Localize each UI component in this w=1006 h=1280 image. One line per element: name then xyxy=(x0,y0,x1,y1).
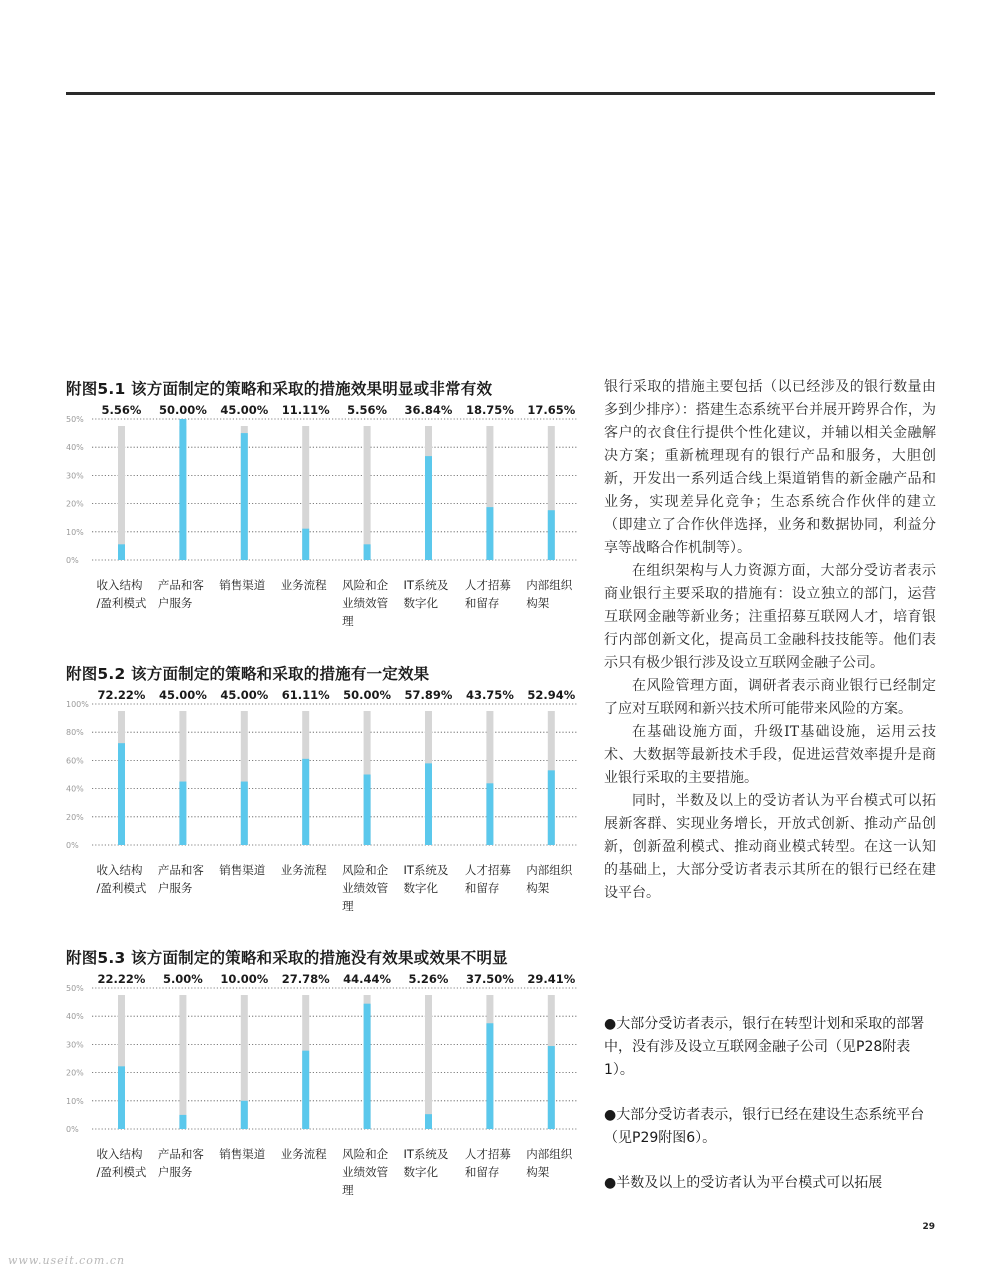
bar xyxy=(548,770,555,845)
y-tick-label: 0% xyxy=(66,1125,79,1134)
bar xyxy=(425,456,432,560)
category-label: 户服务 xyxy=(157,1165,193,1179)
category-label: 理 xyxy=(342,614,354,628)
data-label: 5.56% xyxy=(347,403,388,417)
chart-svg xyxy=(66,946,581,1206)
category-label: 业务流程 xyxy=(280,863,327,877)
data-label: 52.94% xyxy=(527,688,576,702)
data-label: 36.84% xyxy=(404,403,453,417)
data-label: 27.78% xyxy=(281,972,330,986)
data-label: 37.50% xyxy=(465,972,514,986)
body-text xyxy=(604,376,936,905)
bar-track xyxy=(425,995,432,1129)
bar xyxy=(364,1004,371,1129)
bar xyxy=(548,510,555,560)
category-label: 内部组织 xyxy=(526,1147,573,1161)
y-tick-label: 40% xyxy=(66,784,84,794)
category-label: 内部组织 xyxy=(526,863,573,877)
y-tick-label: 20% xyxy=(66,812,84,822)
paragraph: 在基础设施方面，升级IT基础设施，运用云技术、大数据等最新技术手段，促进运营效率提升是商业银行采取的主要措施。 xyxy=(604,724,936,786)
bar xyxy=(302,1051,309,1129)
category-label: 人才招募 xyxy=(464,863,511,877)
data-label: 11.11% xyxy=(281,403,330,417)
y-tick-label: 20% xyxy=(66,499,84,509)
category-label: 收入结构 xyxy=(96,863,143,877)
bar xyxy=(179,1115,186,1129)
category-label: 收入结构 xyxy=(96,578,143,592)
category-label: IT系统及 xyxy=(403,1147,449,1161)
category-label: 内部组织 xyxy=(526,578,573,592)
data-label: 43.75% xyxy=(465,688,514,702)
bar xyxy=(241,433,248,560)
data-label: 45.00% xyxy=(220,403,269,417)
category-label: /盈利模式 xyxy=(96,881,147,895)
category-label: 风险和企 xyxy=(342,863,389,877)
paragraph: 在风险管理方面，调研者表示商业银行已经制定了应对互联网和新兴技术所可能带来风险的方案。 xyxy=(604,678,936,717)
data-label: 5.00% xyxy=(162,972,203,986)
paragraph: 银行采取的措施主要包括（以已经涉及的银行数量由多到少排序）：搭建生态系统平台并展开跨界合作，为客户的衣食住行提供个性化建议，并辅以相关金融解决方案；重新梳理现有的银行产品和服务，大胆创新，开发出一系列适合线上渠道销售的新金融产品和业务，实现差异化竞争；生态系统合作伙伴的建立（即建立了合作伙伴选择，业务和数据协同，利益分享等战略合作机制等）。 xyxy=(604,379,936,556)
bar-track xyxy=(179,995,186,1129)
bar xyxy=(241,1101,248,1129)
key-findings xyxy=(604,1013,938,1217)
bar xyxy=(364,775,371,846)
chart-title: 附图5.2 该方面制定的策略和采取的措施有一定效果 xyxy=(66,665,430,683)
data-label: 50.00% xyxy=(343,688,392,702)
bar xyxy=(302,529,309,560)
bullet-item: ●大部分受访者表示，银行已经在建设生态系统平台（见P29附图6）。 xyxy=(604,1107,925,1146)
y-tick-label: 0% xyxy=(66,841,79,850)
category-label: 收入结构 xyxy=(96,1147,143,1161)
category-label: 数字化 xyxy=(403,1165,438,1179)
bar xyxy=(118,743,125,845)
y-tick-label: 50% xyxy=(66,415,84,424)
data-label: 5.26% xyxy=(408,972,449,986)
chart-title: 附图5.1 该方面制定的策略和采取的措施效果明显或非常有效 xyxy=(66,380,493,398)
category-label: 销售渠道 xyxy=(219,1147,266,1161)
bar xyxy=(179,419,186,560)
paragraph: 同时，半数及以上的受访者认为平台模式可以拓展新客群、实现业务增长，开放式创新、推动产品创新，创新盈利模式、推动商业模式转型。在这一认知的基础上，大部分受访者表示其所在的银行已经在建设平台。 xyxy=(604,793,936,901)
bar xyxy=(364,544,371,560)
y-tick-label: 0% xyxy=(66,556,79,565)
watermark: www.useit.com.cn xyxy=(8,1254,126,1267)
bar xyxy=(241,782,248,845)
category-label: 产品和客 xyxy=(157,863,204,877)
category-label: 户服务 xyxy=(157,596,193,610)
y-tick-label: 60% xyxy=(66,756,84,766)
category-label: 业绩效管 xyxy=(342,1165,389,1179)
category-label: IT系统及 xyxy=(403,863,449,877)
category-label: 理 xyxy=(342,899,354,913)
category-label: 户服务 xyxy=(157,881,193,895)
category-label: 数字化 xyxy=(403,881,438,895)
y-tick-label: 30% xyxy=(66,1040,84,1050)
category-label: 风险和企 xyxy=(342,578,389,592)
category-label: 业绩效管 xyxy=(342,596,389,610)
bar-track xyxy=(364,426,371,560)
bar xyxy=(179,782,186,845)
bar xyxy=(425,763,432,845)
category-label: /盈利模式 xyxy=(96,596,147,610)
category-label: 产品和客 xyxy=(157,1147,204,1161)
bar xyxy=(486,1023,493,1129)
chart-5-1 xyxy=(66,377,581,637)
category-label: /盈利模式 xyxy=(96,1165,147,1179)
category-label: 业务流程 xyxy=(280,578,327,592)
chart-5-3 xyxy=(66,946,581,1206)
category-label: 构架 xyxy=(526,881,550,895)
chart-svg xyxy=(66,662,581,922)
page-number: 29 xyxy=(922,1222,935,1232)
bar-track xyxy=(118,426,125,560)
chart-svg xyxy=(66,377,581,637)
data-label: 22.22% xyxy=(97,972,146,986)
category-label: 构架 xyxy=(526,596,550,610)
y-tick-label: 50% xyxy=(66,984,84,993)
data-label: 17.65% xyxy=(527,403,576,417)
data-label: 72.22% xyxy=(97,688,146,702)
bar xyxy=(486,507,493,560)
top-rule xyxy=(66,92,935,95)
y-tick-label: 40% xyxy=(66,443,84,453)
bar xyxy=(118,544,125,560)
category-label: 风险和企 xyxy=(342,1147,389,1161)
category-label: 人才招募 xyxy=(464,1147,511,1161)
category-label: IT系统及 xyxy=(403,578,449,592)
bar xyxy=(486,783,493,845)
data-label: 50.00% xyxy=(158,403,207,417)
y-tick-label: 30% xyxy=(66,471,84,481)
category-label: 和留存 xyxy=(464,1165,500,1179)
y-tick-label: 80% xyxy=(66,728,84,738)
data-label: 10.00% xyxy=(220,972,269,986)
category-label: 业务流程 xyxy=(280,1147,327,1161)
bar xyxy=(302,759,309,845)
bullet-item: ●半数及以上的受访者认为平台模式可以拓展 xyxy=(604,1175,883,1191)
bar xyxy=(118,1066,125,1129)
bar xyxy=(425,1114,432,1129)
y-tick-label: 20% xyxy=(66,1068,84,1078)
data-label: 57.89% xyxy=(404,688,453,702)
data-label: 45.00% xyxy=(158,688,207,702)
bullet-item: ●大部分受访者表示，银行在转型计划和采取的部署中，没有涉及设立互联网金融子公司（见P28附表1）。 xyxy=(604,1016,925,1078)
data-label: 5.56% xyxy=(101,403,142,417)
chart-5-2 xyxy=(66,662,581,922)
data-label: 61.11% xyxy=(281,688,330,702)
paragraph: 在组织架构与人力资源方面，大部分受访者表示商业银行主要采取的措施有：设立独立的部门，运营互联网金融等新业务；注重招募互联网人才，培育银行内部创新文化，提高员工金融科技技能等。他们表示只有极少银行涉及设立互联网金融子公司。 xyxy=(604,563,936,671)
data-label: 29.41% xyxy=(527,972,576,986)
category-label: 和留存 xyxy=(464,881,500,895)
y-tick-label: 10% xyxy=(66,527,84,537)
category-label: 销售渠道 xyxy=(219,863,266,877)
data-label: 44.44% xyxy=(343,972,392,986)
category-label: 构架 xyxy=(526,1165,550,1179)
y-tick-label: 10% xyxy=(66,1096,84,1106)
category-label: 和留存 xyxy=(464,596,500,610)
category-label: 销售渠道 xyxy=(219,578,266,592)
y-tick-label: 100% xyxy=(66,700,89,709)
category-label: 理 xyxy=(342,1183,354,1197)
y-tick-label: 40% xyxy=(66,1012,84,1022)
data-label: 18.75% xyxy=(465,403,514,417)
bar xyxy=(548,1046,555,1129)
category-label: 业绩效管 xyxy=(342,881,389,895)
data-label: 45.00% xyxy=(220,688,269,702)
category-label: 数字化 xyxy=(403,596,438,610)
chart-title: 附图5.3 该方面制定的策略和采取的措施没有效果或效果不明显 xyxy=(66,949,508,967)
category-label: 产品和客 xyxy=(157,578,204,592)
category-label: 人才招募 xyxy=(464,578,511,592)
